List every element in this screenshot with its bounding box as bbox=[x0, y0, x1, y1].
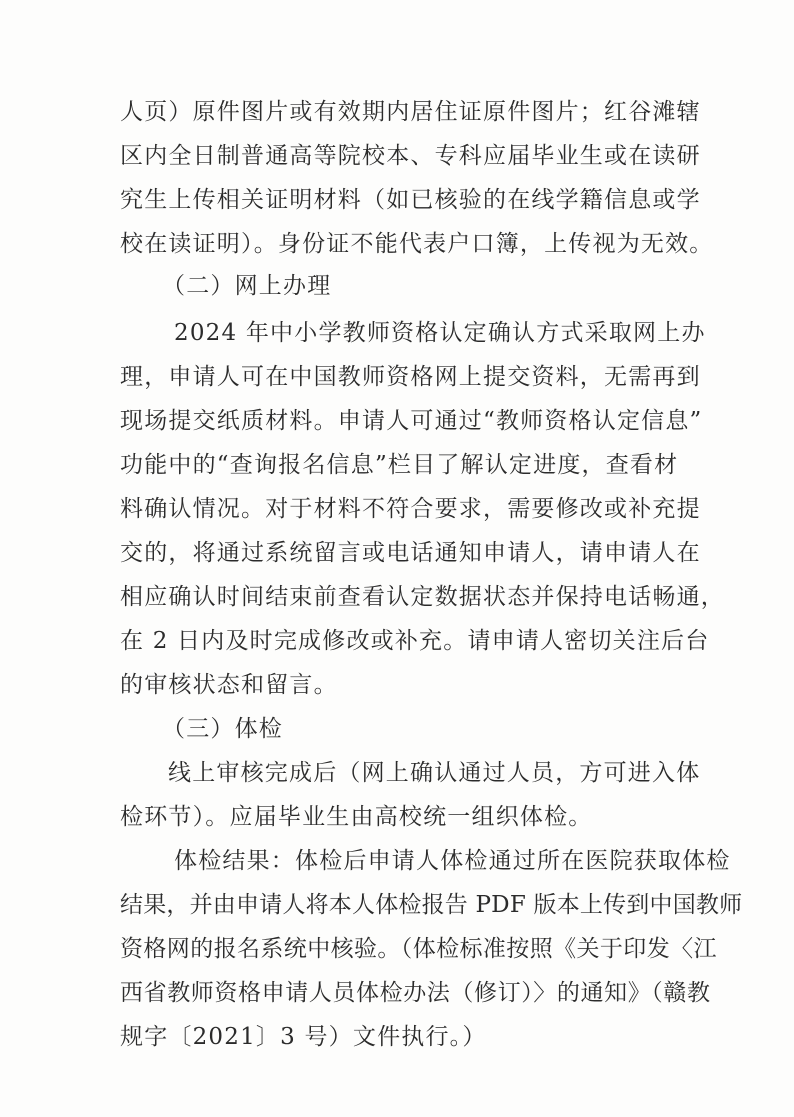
section-heading-online: （二）网上办理 bbox=[162, 273, 332, 299]
paragraph-line: 相应确认时间结束前查看认定数据状态并保持电话畅通， bbox=[120, 584, 725, 610]
paragraph-line: 体检结果：体检后申请人体检通过所在医院获取体检 bbox=[174, 848, 731, 874]
section-heading-physical-exam: （三）体检 bbox=[162, 716, 283, 742]
paragraph-line: 规字〔2021〕3 号）文件执行。） bbox=[120, 1024, 487, 1050]
paragraph-line: 人页）原件图片或有效期内居住证原件图片；红谷滩辖 bbox=[120, 99, 701, 125]
paragraph-line: 资格网的报名系统中核验。（体检标准按照《关于印发〈江 bbox=[120, 936, 717, 962]
paragraph-line: 在 2 日内及时完成修改或补充。请申请人密切关注后台 bbox=[120, 628, 710, 654]
paragraph-line: 现场提交纸质材料。申请人可通过“教师资格认定信息” bbox=[120, 408, 703, 434]
paragraph-line: 的审核状态和留言。 bbox=[120, 672, 338, 698]
paragraph-line: 检环节）。应届毕业生由高校统一组织体检。 bbox=[120, 804, 593, 830]
paragraph-line: 线上审核完成后（网上确认通过人员，方可进入体 bbox=[168, 760, 701, 786]
paragraph-line: 究生上传相关证明材料（如已核验的在线学籍信息或学 bbox=[120, 187, 701, 213]
paragraph-line: 结果，并由申请人将本人体检报告 PDF 版本上传到中国教师 bbox=[120, 892, 743, 918]
paragraph-line: 理，申请人可在中国教师资格网上提交资料，无需再到 bbox=[120, 364, 701, 390]
paragraph-line: 交的，将通过系统留言或电话通知申请人，请申请人在 bbox=[120, 540, 701, 566]
paragraph-line: 区内全日制普通高等院校本、专科应届毕业生或在读研 bbox=[120, 143, 701, 169]
paragraph-line: 西省教师资格申请人员体检办法（修订）〉的通知》（赣教 bbox=[120, 980, 711, 1006]
paragraph-line: 功能中的“查询报名信息”栏目了解认定进度，查看材 bbox=[120, 452, 679, 478]
paragraph-line: 料确认情况。对于材料不符合要求，需要修改或补充提 bbox=[120, 496, 701, 522]
paragraph-line: 2024 年中小学教师资格认定确认方式采取网上办 bbox=[174, 320, 706, 346]
paragraph-line: 校在读证明）。身份证不能代表户口簿，上传视为无效。 bbox=[120, 231, 714, 257]
